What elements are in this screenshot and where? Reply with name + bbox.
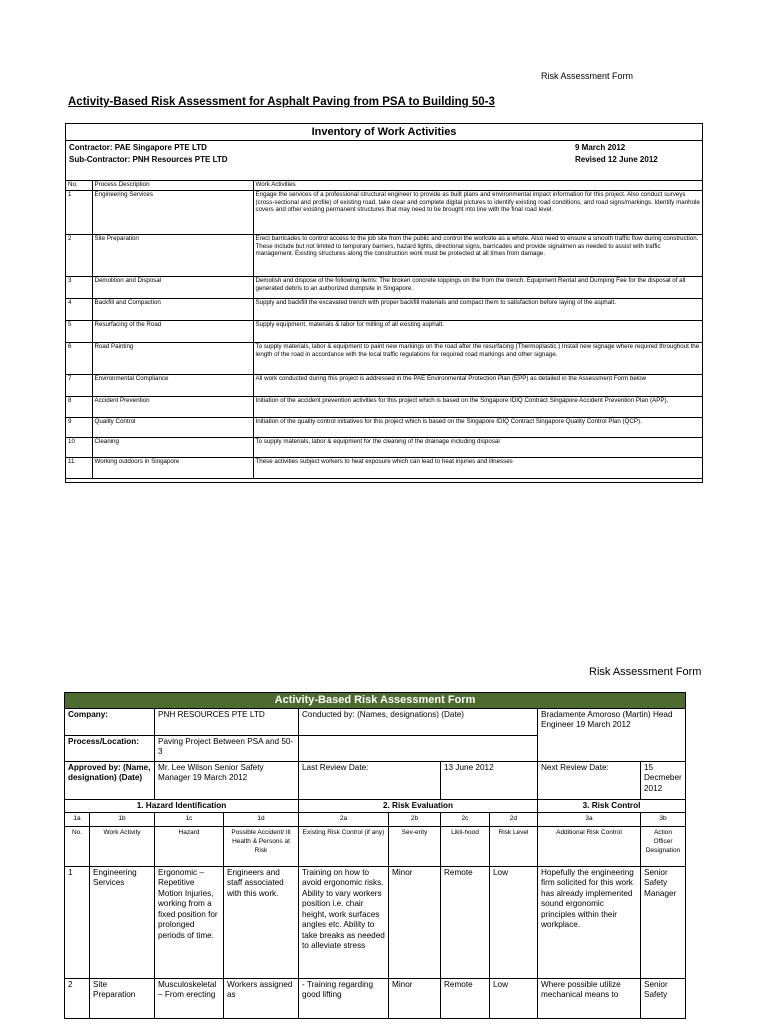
column-code: 3a <box>538 813 641 827</box>
cell-action-officer: Senior Safety <box>641 978 686 1018</box>
cell-severity: Minor <box>389 866 441 978</box>
inventory-date: 9 March 2012 <box>575 143 626 152</box>
inventory-revised: Revised 12 June 2012 <box>575 155 658 164</box>
blank-cell <box>299 735 538 761</box>
row-no: 10 <box>66 438 92 458</box>
table-row <box>65 866 686 978</box>
risk-assessment-table <box>64 692 686 1019</box>
subcontractor: Sub-Contractor: PNH Resources PTE LTD <box>69 155 228 164</box>
row-process: Backfill and Compaction <box>92 299 253 321</box>
table-row <box>66 321 702 343</box>
column-header: Work Activity <box>90 826 155 866</box>
inventory-table <box>65 123 703 483</box>
header-row <box>66 181 702 191</box>
work-activities-grid <box>66 180 702 479</box>
cell-persons: Engineers and staff associated with this work. <box>224 866 299 978</box>
header-no: No. <box>66 181 92 191</box>
row-no: 6 <box>66 343 92 375</box>
row-no: 5 <box>66 321 92 343</box>
table-row <box>66 191 702 235</box>
row-activity: These activities subject workers to heat exposure which can lead to heat injuries and illnesses <box>253 458 702 479</box>
company-value: PNH RESOURCES PTE LTD <box>155 708 299 735</box>
row-no: 1 <box>66 191 92 235</box>
row-process: Accident Prevention <box>92 397 253 418</box>
row-no: 9 <box>66 418 92 438</box>
section-hazard: 1. Hazard Identification <box>65 799 299 813</box>
column-header: Sev-erity <box>389 826 441 866</box>
cell-additional-control: Where possible utilize mechanical means to <box>538 978 641 1018</box>
column-code: 2b <box>389 813 441 827</box>
company-row <box>65 708 686 735</box>
header-process: Process Description <box>92 181 253 191</box>
table-row <box>66 299 702 321</box>
cell-no: 1 <box>65 866 90 978</box>
row-process: Engineering Services <box>92 191 253 235</box>
row-process: Road Painting <box>92 343 253 375</box>
row-no: 4 <box>66 299 92 321</box>
table-row <box>66 235 702 277</box>
row-activity: Initiation of the accident prevention activities for this project which is based on the Singapore IDIQ Contract Singapore Accident Prevention Plan (APP). <box>253 397 702 418</box>
cell-hazard: Ergonomic – Repetitive Motion Injuries, working from a fixed position for prolonged periods of time. <box>155 866 224 978</box>
row-process: Demolition and Disposal <box>92 277 253 299</box>
row-process: Quality Control <box>92 418 253 438</box>
column-code: 1c <box>155 813 224 827</box>
company-label: Company: <box>65 708 155 735</box>
row-process: Resurfacing of the Road <box>92 321 253 343</box>
form-title-2: Risk Assessment Form <box>589 666 702 678</box>
cell-additional-control: Hopefully the engineering firm solicited for this work has already implemented sound ergonomic principles within their workplace. <box>538 866 641 978</box>
row-activity: Initiation of the quality control initiatives for this project which is based on the Singapore IDIQ Contract Singapore Quality Control Plan (QCP). <box>253 418 702 438</box>
row-no: 3 <box>66 277 92 299</box>
last-review-value: 13 June 2012 <box>441 761 538 799</box>
conducted-label: Conducted by: (Names, designations) (Date) <box>299 708 538 735</box>
row-activity: Supply equipment, materials & labor for milling of all existing asphalt. <box>253 321 702 343</box>
cell-activity: Site Preparation <box>90 978 155 1018</box>
row-no: 7 <box>66 375 92 397</box>
cell-risk-level: Low <box>490 978 538 1018</box>
column-header: Hazard <box>155 826 224 866</box>
row-process: Site Preparation <box>92 235 253 277</box>
table-row <box>66 458 702 479</box>
conducted-value: Bradamente Amoroso (Martin) Head Engineer 19 March 2012 <box>538 708 686 761</box>
next-review-value: 15 Decmeber 2012 <box>641 761 686 799</box>
row-no: 2 <box>66 235 92 277</box>
cell-existing-control: Training on how to avoid ergonomic risks. Ability to vary workers position i.e. chair height, work surfaces angles etc. Ability to take breaks as needed to alleviate stress <box>299 866 389 978</box>
column-code: 1a <box>65 813 90 827</box>
column-code: 2d <box>490 813 538 827</box>
form-band-title: Activity-Based Risk Assessment Form <box>65 693 686 709</box>
inventory-title: Inventory of Work Activities <box>311 126 457 138</box>
contractor: Contractor: PAE Singapore PTE LTD <box>69 143 207 152</box>
table-row <box>65 978 686 1018</box>
divider <box>66 140 702 141</box>
column-header: No. <box>65 826 90 866</box>
next-review-label: Next Review Date: <box>538 761 641 799</box>
approved-value: Mr. Lee Wilson Senior Safety Manager 19 March 2012 <box>155 761 299 799</box>
row-no: 11 <box>66 458 92 479</box>
column-header: Additional Risk Control <box>538 826 641 866</box>
row-activity: To supply materials, labor & equipment for the cleaning of the drainage including disposal <box>253 438 702 458</box>
approved-row <box>65 761 686 799</box>
section-evaluation: 2. Risk Evaluation <box>299 799 538 813</box>
column-code: 2c <box>441 813 490 827</box>
process-value: Paving Project Between PSA and 50-3 <box>155 735 299 761</box>
cell-severity: Minor <box>389 978 441 1018</box>
table-row <box>66 418 702 438</box>
header-activities: Work Activities <box>253 181 702 191</box>
column-code: 1d <box>224 813 299 827</box>
row-activity: To supply materials, labor & equipment to paint new markings on the road after the resurfacing (Thermoplastic.) Install new signage where required throughout the length of the road in accordance with the local traffic regulations for required road markings and other signage. <box>253 343 702 375</box>
document-heading: Activity-Based Risk Assessment for Asphalt Paving from PSA to Building 50-3 <box>68 96 495 108</box>
cell-risk-level: Low <box>490 866 538 978</box>
table-row <box>66 397 702 418</box>
column-header: Risk Level <box>490 826 538 866</box>
table-row <box>66 375 702 397</box>
row-activity: All work conducted during this project is addressed in the PAE Environmental Protection Plan (EPP) as detailed in the Assessment Form below <box>253 375 702 397</box>
column-code: 1b <box>90 813 155 827</box>
column-code-row <box>65 813 686 827</box>
contractor-info <box>69 142 228 166</box>
process-label: Process/Location: <box>65 735 155 761</box>
column-header: Action Officer Designation <box>641 826 686 866</box>
form-band <box>65 693 686 709</box>
row-activity: Engage the services of a professional structural engineer to provide as built plans and environmental impact information for this project. Also conduct surveys (cross-sectional and profile) of existing road, take clear and complete digital pictures to identify existing road conditions, and road signs/markings. Identify manhole covers and other existing permanent structures that may need to be brought into line with the final road level. <box>253 191 702 235</box>
cell-existing-control: - Training regarding good lifting <box>299 978 389 1018</box>
column-code: 2a <box>299 813 389 827</box>
row-activity: Erect barricades to control access to the job site from the public and control the worksite as a whole. Also need to ensure a smooth traffic flow during construction. These include but not limited to temporary barriers, hazard lights, directional signs, barricades and provide signalmen as needed to assist with traffic management. Existing structures along the construction work must be protected at all times from damage. <box>253 235 702 277</box>
row-process: Working outdoors in Singapore <box>92 458 253 479</box>
cell-likelihood: Remote <box>441 978 490 1018</box>
cell-no: 2 <box>65 978 90 1018</box>
cell-activity: Engineering Services <box>90 866 155 978</box>
cell-hazard: Musculoskeletal – From erecting <box>155 978 224 1018</box>
row-no: 8 <box>66 397 92 418</box>
row-process: Cleaning <box>92 438 253 458</box>
cell-persons: Workers assigned as <box>224 978 299 1018</box>
row-activity: Supply and backfill the excavated trench with proper backfill materials and compact them to satisfaction before laying of the asphalt. <box>253 299 702 321</box>
section-control: 3. Risk Control <box>538 799 686 813</box>
section-row <box>65 799 686 813</box>
approved-label: Approved by: (Name, designation) (Date) <box>65 761 155 799</box>
column-code: 3b <box>641 813 686 827</box>
table-row <box>66 277 702 299</box>
column-header: Existing Risk Control (if any) <box>299 826 389 866</box>
last-review-label: Last Review Date: <box>299 761 441 799</box>
row-process: Environmental Compliance <box>92 375 253 397</box>
form-title: Risk Assessment Form <box>541 71 634 81</box>
table-row <box>66 438 702 458</box>
column-header-row <box>65 826 686 866</box>
column-header: Likli-hood <box>441 826 490 866</box>
table-row <box>66 343 702 375</box>
date-info <box>575 142 658 166</box>
row-activity: Demolish and dispose of the following items: The broken concrete toppings on the from the trench. Equipment Rental and Dumping Fee for the disposal of all generated debris to an authorized dumpsite in Singapore. <box>253 277 702 299</box>
cell-likelihood: Remote <box>441 866 490 978</box>
cell-action-officer: Senior Safety Manager <box>641 866 686 978</box>
column-header: Possible Accident/ Ill Health & Persons at Risk <box>224 826 299 866</box>
